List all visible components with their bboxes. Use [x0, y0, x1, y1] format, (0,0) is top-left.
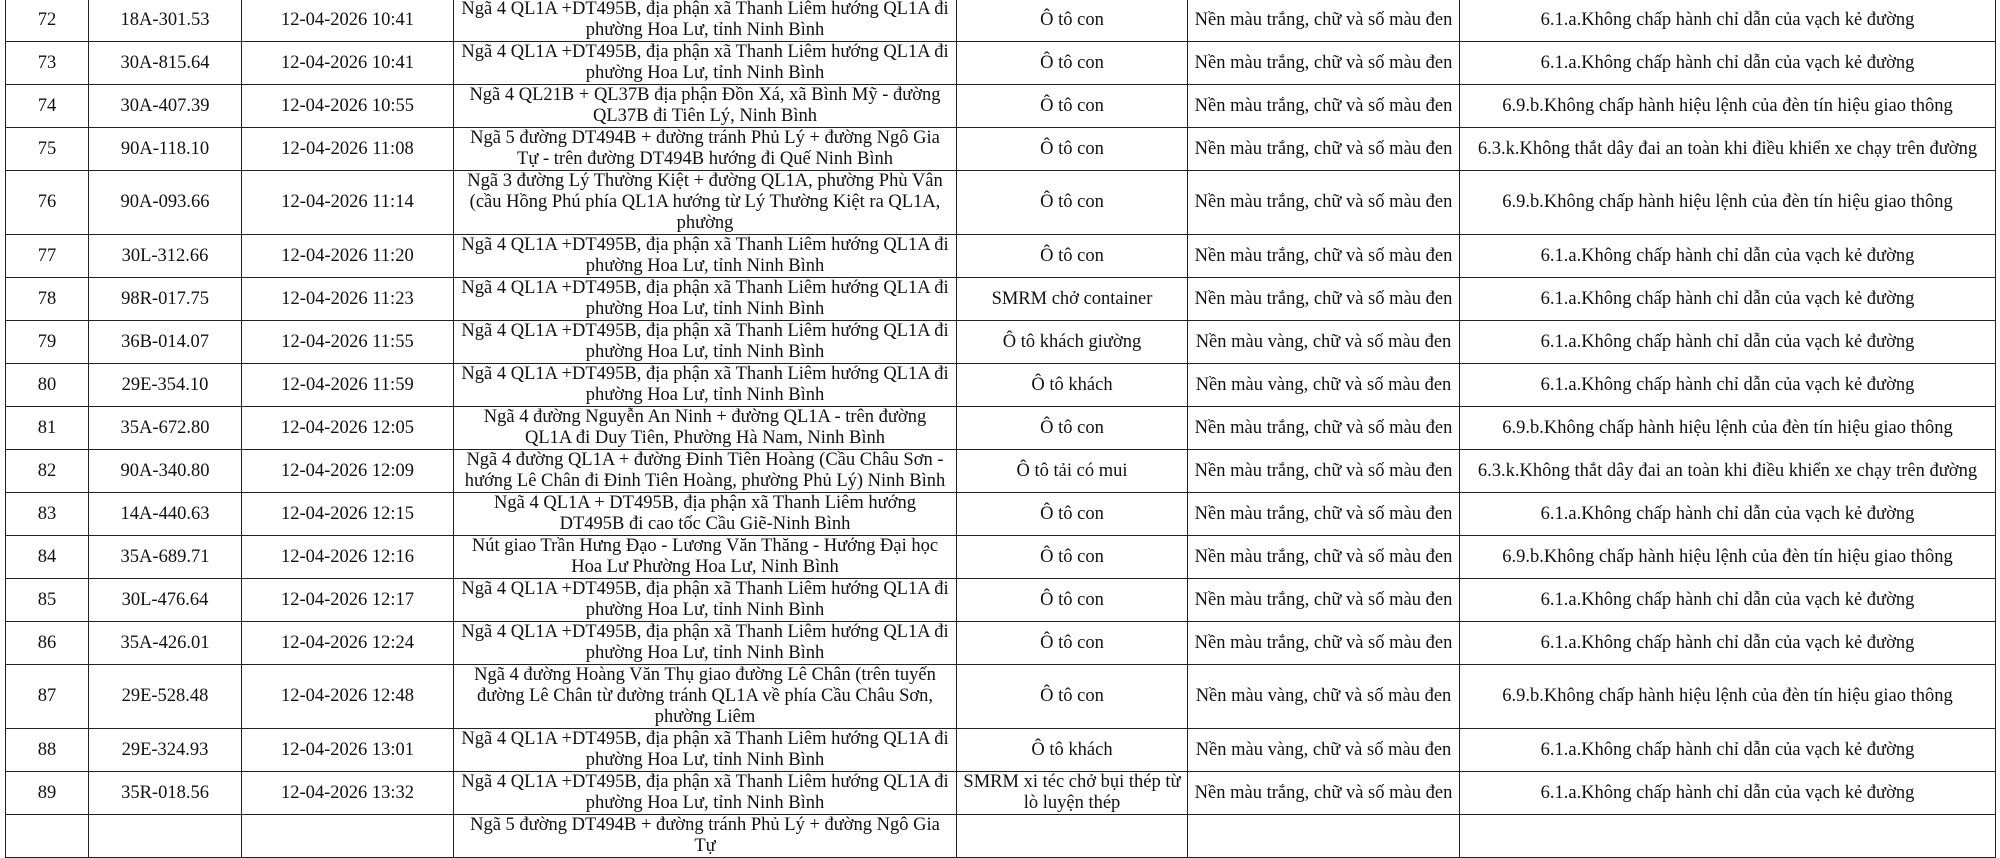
plate-number-cell: 35A-426.01: [89, 622, 242, 665]
vehicle-type-cell: Ô tô con: [957, 665, 1188, 729]
row-number-cell: 88: [6, 729, 89, 772]
vehicle-type-cell: Ô tô con: [957, 128, 1188, 171]
vehicle-type-cell: Ô tô con: [957, 42, 1188, 85]
plate-number-cell: 36B-014.07: [89, 321, 242, 364]
vehicle-type-cell: Ô tô khách giường: [957, 321, 1188, 364]
violation-cell: 6.1.a.Không chấp hành chỉ dẫn của vạch kẻ đường: [1460, 772, 1996, 815]
vehicle-type-cell: Ô tô khách: [957, 729, 1188, 772]
violation-cell: 6.1.a.Không chấp hành chỉ dẫn của vạch kẻ đường: [1460, 321, 1996, 364]
violation-cell: 6.3.k.Không thắt dây đai an toàn khi điều khiển xe chạy trên đường: [1460, 128, 1996, 171]
violation-cell: 6.1.a.Không chấp hành chỉ dẫn của vạch kẻ đường: [1460, 729, 1996, 772]
violation-cell: 6.9.b.Không chấp hành hiệu lệnh của đèn tín hiệu giao thông: [1460, 85, 1996, 128]
row-number-cell: 87: [6, 665, 89, 729]
vehicle-type-cell: Ô tô con: [957, 493, 1188, 536]
violation-time-cell: 12-04-2026 11:59: [242, 364, 454, 407]
location-cell: Ngã 4 QL1A +DT495B, địa phận xã Thanh Liêm hướng QL1A đi phường Hoa Lư, tỉnh Ninh Bình: [454, 729, 957, 772]
plate-number-cell: 35R-018.56: [89, 772, 242, 815]
row-number-cell: 72: [6, 0, 89, 42]
violation-time-cell: 12-04-2026 10:41: [242, 0, 454, 42]
plate-number-cell: 35A-672.80: [89, 407, 242, 450]
plate-number-cell: 30L-476.64: [89, 579, 242, 622]
plate-color-cell: Nền màu trắng, chữ và số màu đen: [1188, 278, 1460, 321]
plate-color-cell: Nền màu trắng, chữ và số màu đen: [1188, 536, 1460, 579]
location-cell: Ngã 4 QL1A +DT495B, địa phận xã Thanh Liêm hướng QL1A đi phường Hoa Lư, tỉnh Ninh Bình: [454, 579, 957, 622]
plate-color-cell: Nền màu trắng, chữ và số màu đen: [1188, 0, 1460, 42]
row-number-cell: 79: [6, 321, 89, 364]
plate-number-cell: [89, 815, 242, 858]
vehicle-type-cell: Ô tô khách: [957, 364, 1188, 407]
plate-number-cell: 90A-118.10: [89, 128, 242, 171]
location-cell: Ngã 4 QL1A +DT495B, địa phận xã Thanh Liêm hướng QL1A đi phường Hoa Lư, tỉnh Ninh Bình: [454, 364, 957, 407]
plate-number-cell: 30A-815.64: [89, 42, 242, 85]
plate-number-cell: 30A-407.39: [89, 85, 242, 128]
plate-number-cell: 29E-324.93: [89, 729, 242, 772]
vehicle-type-cell: Ô tô con: [957, 235, 1188, 278]
plate-number-cell: 30L-312.66: [89, 235, 242, 278]
violation-time-cell: 12-04-2026 10:55: [242, 85, 454, 128]
plate-number-cell: 35A-689.71: [89, 536, 242, 579]
table-row: [6, 42, 1996, 85]
vehicle-type-cell: Ô tô con: [957, 622, 1188, 665]
location-cell: Ngã 4 QL1A + DT495B, địa phận xã Thanh Liêm hướng DT495B đi cao tốc Cầu Giẽ-Ninh Bình: [454, 493, 957, 536]
plate-color-cell: Nền màu vàng, chữ và số màu đen: [1188, 665, 1460, 729]
plate-color-cell: Nền màu vàng, chữ và số màu đen: [1188, 364, 1460, 407]
violation-cell: 6.1.a.Không chấp hành chỉ dẫn của vạch kẻ đường: [1460, 278, 1996, 321]
plate-color-cell: Nền màu trắng, chữ và số màu đen: [1188, 622, 1460, 665]
violation-cell: 6.9.b.Không chấp hành hiệu lệnh của đèn tín hiệu giao thông: [1460, 407, 1996, 450]
plate-color-cell: Nền màu vàng, chữ và số màu đen: [1188, 321, 1460, 364]
violation-cell: 6.3.k.Không thắt dây đai an toàn khi điều khiển xe chạy trên đường: [1460, 450, 1996, 493]
row-number-cell: 86: [6, 622, 89, 665]
location-cell: Ngã 4 QL1A +DT495B, địa phận xã Thanh Liêm hướng QL1A đi phường Hoa Lư, tỉnh Ninh Bình: [454, 622, 957, 665]
plate-number-cell: 90A-093.66: [89, 171, 242, 235]
violation-cell: 6.1.a.Không chấp hành chỉ dẫn của vạch kẻ đường: [1460, 42, 1996, 85]
row-number-cell: 83: [6, 493, 89, 536]
plate-color-cell: Nền màu trắng, chữ và số màu đen: [1188, 128, 1460, 171]
violations-table-body: [6, 0, 1996, 858]
violations-table: [5, 0, 1996, 858]
violation-cell: 6.1.a.Không chấp hành chỉ dẫn của vạch kẻ đường: [1460, 622, 1996, 665]
table-row: [6, 321, 1996, 364]
location-cell: Ngã 4 đường Hoàng Văn Thụ giao đường Lê Chân (trên tuyến đường Lê Chân từ đường tránh QL1A về phía Cầu Châu Sơn, phường Liêm: [454, 665, 957, 729]
violations-table-container: [5, 0, 1996, 858]
plate-color-cell: Nền màu trắng, chữ và số màu đen: [1188, 85, 1460, 128]
plate-number-cell: 18A-301.53: [89, 0, 242, 42]
location-cell: Ngã 5 đường DT494B + đường tránh Phủ Lý + đường Ngô Gia Tự: [454, 815, 957, 858]
location-cell: Ngã 4 đường QL1A + đường Đinh Tiên Hoàng (Cầu Châu Sơn - hướng Lê Chân đi Đinh Tiên Hoàng, phường Phủ Lý) Ninh Bình: [454, 450, 957, 493]
plate-color-cell: Nền màu trắng, chữ và số màu đen: [1188, 235, 1460, 278]
vehicle-type-cell: Ô tô con: [957, 407, 1188, 450]
violation-time-cell: 12-04-2026 13:32: [242, 772, 454, 815]
table-row: [6, 85, 1996, 128]
violation-cell: 6.1.a.Không chấp hành chỉ dẫn của vạch kẻ đường: [1460, 493, 1996, 536]
row-number-cell: 77: [6, 235, 89, 278]
vehicle-type-cell: Ô tô con: [957, 0, 1188, 42]
table-row: [6, 579, 1996, 622]
vehicle-type-cell: Ô tô tải có mui: [957, 450, 1188, 493]
row-number-cell: 80: [6, 364, 89, 407]
plate-color-cell: Nền màu trắng, chữ và số màu đen: [1188, 579, 1460, 622]
vehicle-type-cell: SMRM chở container: [957, 278, 1188, 321]
vehicle-type-cell: SMRM xi téc chở bụi thép từ lò luyện thép: [957, 772, 1188, 815]
location-cell: Ngã 4 QL1A +DT495B, địa phận xã Thanh Liêm hướng QL1A đi phường Hoa Lư, tỉnh Ninh Bình: [454, 278, 957, 321]
plate-number-cell: 98R-017.75: [89, 278, 242, 321]
violation-cell: 6.9.b.Không chấp hành hiệu lệnh của đèn tín hiệu giao thông: [1460, 536, 1996, 579]
plate-number-cell: 29E-528.48: [89, 665, 242, 729]
table-row: [6, 407, 1996, 450]
table-row: [6, 493, 1996, 536]
row-number-cell: 75: [6, 128, 89, 171]
violation-cell: 6.1.a.Không chấp hành chỉ dẫn của vạch kẻ đường: [1460, 235, 1996, 278]
plate-color-cell: Nền màu trắng, chữ và số màu đen: [1188, 407, 1460, 450]
row-number-cell: 85: [6, 579, 89, 622]
table-row: [6, 171, 1996, 235]
row-number-cell: 74: [6, 85, 89, 128]
plate-number-cell: 29E-354.10: [89, 364, 242, 407]
row-number-cell: 81: [6, 407, 89, 450]
violation-time-cell: 12-04-2026 11:14: [242, 171, 454, 235]
violation-cell: 6.1.a.Không chấp hành chỉ dẫn của vạch kẻ đường: [1460, 364, 1996, 407]
violation-time-cell: 12-04-2026 12:15: [242, 493, 454, 536]
violation-cell: [1460, 815, 1996, 858]
table-row: [6, 235, 1996, 278]
plate-number-cell: 90A-340.80: [89, 450, 242, 493]
row-number-cell: 89: [6, 772, 89, 815]
location-cell: Ngã 4 QL1A +DT495B, địa phận xã Thanh Liêm hướng QL1A đi phường Hoa Lư, tỉnh Ninh Bình: [454, 0, 957, 42]
violation-time-cell: 12-04-2026 12:09: [242, 450, 454, 493]
violation-time-cell: [242, 815, 454, 858]
violation-cell: 6.1.a.Không chấp hành chỉ dẫn của vạch kẻ đường: [1460, 0, 1996, 42]
plate-color-cell: Nền màu vàng, chữ và số màu đen: [1188, 729, 1460, 772]
table-row: [6, 128, 1996, 171]
plate-color-cell: Nền màu trắng, chữ và số màu đen: [1188, 493, 1460, 536]
location-cell: Ngã 4 đường Nguyễn An Ninh + đường QL1A - trên đường QL1A đi Duy Tiên, Phường Hà Nam, Ninh Bình: [454, 407, 957, 450]
row-number-cell: [6, 815, 89, 858]
row-number-cell: 84: [6, 536, 89, 579]
location-cell: Ngã 4 QL1A +DT495B, địa phận xã Thanh Liêm hướng QL1A đi phường Hoa Lư, tỉnh Ninh Bình: [454, 321, 957, 364]
location-cell: Nút giao Trần Hưng Đạo - Lương Văn Thăng - Hướng Đại học Hoa Lư Phường Hoa Lư, Ninh Bình: [454, 536, 957, 579]
location-cell: Ngã 4 QL1A +DT495B, địa phận xã Thanh Liêm hướng QL1A đi phường Hoa Lư, tỉnh Ninh Bình: [454, 772, 957, 815]
violation-time-cell: 12-04-2026 11:08: [242, 128, 454, 171]
violation-time-cell: 12-04-2026 12:17: [242, 579, 454, 622]
plate-color-cell: Nền màu trắng, chữ và số màu đen: [1188, 42, 1460, 85]
row-number-cell: 76: [6, 171, 89, 235]
plate-color-cell: Nền màu trắng, chữ và số màu đen: [1188, 450, 1460, 493]
location-cell: Ngã 5 đường DT494B + đường tránh Phủ Lý + đường Ngô Gia Tự - trên đường DT494B hướng đi Quế Ninh Bình: [454, 128, 957, 171]
table-row: [6, 665, 1996, 729]
plate-color-cell: Nền màu trắng, chữ và số màu đen: [1188, 171, 1460, 235]
vehicle-type-cell: Ô tô con: [957, 171, 1188, 235]
table-row: [6, 729, 1996, 772]
table-row: [6, 622, 1996, 665]
vehicle-type-cell: Ô tô con: [957, 579, 1188, 622]
violation-cell: 6.1.a.Không chấp hành chỉ dẫn của vạch kẻ đường: [1460, 579, 1996, 622]
violation-cell: 6.9.b.Không chấp hành hiệu lệnh của đèn tín hiệu giao thông: [1460, 171, 1996, 235]
table-row: [6, 815, 1996, 858]
table-row: [6, 0, 1996, 42]
row-number-cell: 78: [6, 278, 89, 321]
location-cell: Ngã 4 QL1A +DT495B, địa phận xã Thanh Liêm hướng QL1A đi phường Hoa Lư, tỉnh Ninh Bình: [454, 235, 957, 278]
location-cell: Ngã 4 QL1A +DT495B, địa phận xã Thanh Liêm hướng QL1A đi phường Hoa Lư, tỉnh Ninh Bình: [454, 42, 957, 85]
violation-time-cell: 12-04-2026 11:20: [242, 235, 454, 278]
violation-time-cell: 12-04-2026 12:05: [242, 407, 454, 450]
row-number-cell: 73: [6, 42, 89, 85]
violation-time-cell: 12-04-2026 11:23: [242, 278, 454, 321]
violation-cell: 6.9.b.Không chấp hành hiệu lệnh của đèn tín hiệu giao thông: [1460, 665, 1996, 729]
violation-time-cell: 12-04-2026 12:48: [242, 665, 454, 729]
violation-time-cell: 12-04-2026 12:16: [242, 536, 454, 579]
violation-time-cell: 12-04-2026 12:24: [242, 622, 454, 665]
table-row: [6, 536, 1996, 579]
violation-time-cell: 12-04-2026 10:41: [242, 42, 454, 85]
vehicle-type-cell: [957, 815, 1188, 858]
violation-time-cell: 12-04-2026 13:01: [242, 729, 454, 772]
location-cell: Ngã 3 đường Lý Thường Kiệt + đường QL1A, phường Phù Vân (cầu Hồng Phú phía QL1A hướng từ Lý Thường Kiệt ra QL1A, phường: [454, 171, 957, 235]
vehicle-type-cell: Ô tô con: [957, 536, 1188, 579]
table-row: [6, 364, 1996, 407]
plate-color-cell: Nền màu trắng, chữ và số màu đen: [1188, 772, 1460, 815]
table-row: [6, 772, 1996, 815]
plate-number-cell: 14A-440.63: [89, 493, 242, 536]
violation-time-cell: 12-04-2026 11:55: [242, 321, 454, 364]
location-cell: Ngã 4 QL21B + QL37B địa phận Đồn Xá, xã Bình Mỹ - đường QL37B đi Tiên Lý, Ninh Bình: [454, 85, 957, 128]
vehicle-type-cell: Ô tô con: [957, 85, 1188, 128]
table-row: [6, 278, 1996, 321]
table-row: [6, 450, 1996, 493]
row-number-cell: 82: [6, 450, 89, 493]
plate-color-cell: [1188, 815, 1460, 858]
